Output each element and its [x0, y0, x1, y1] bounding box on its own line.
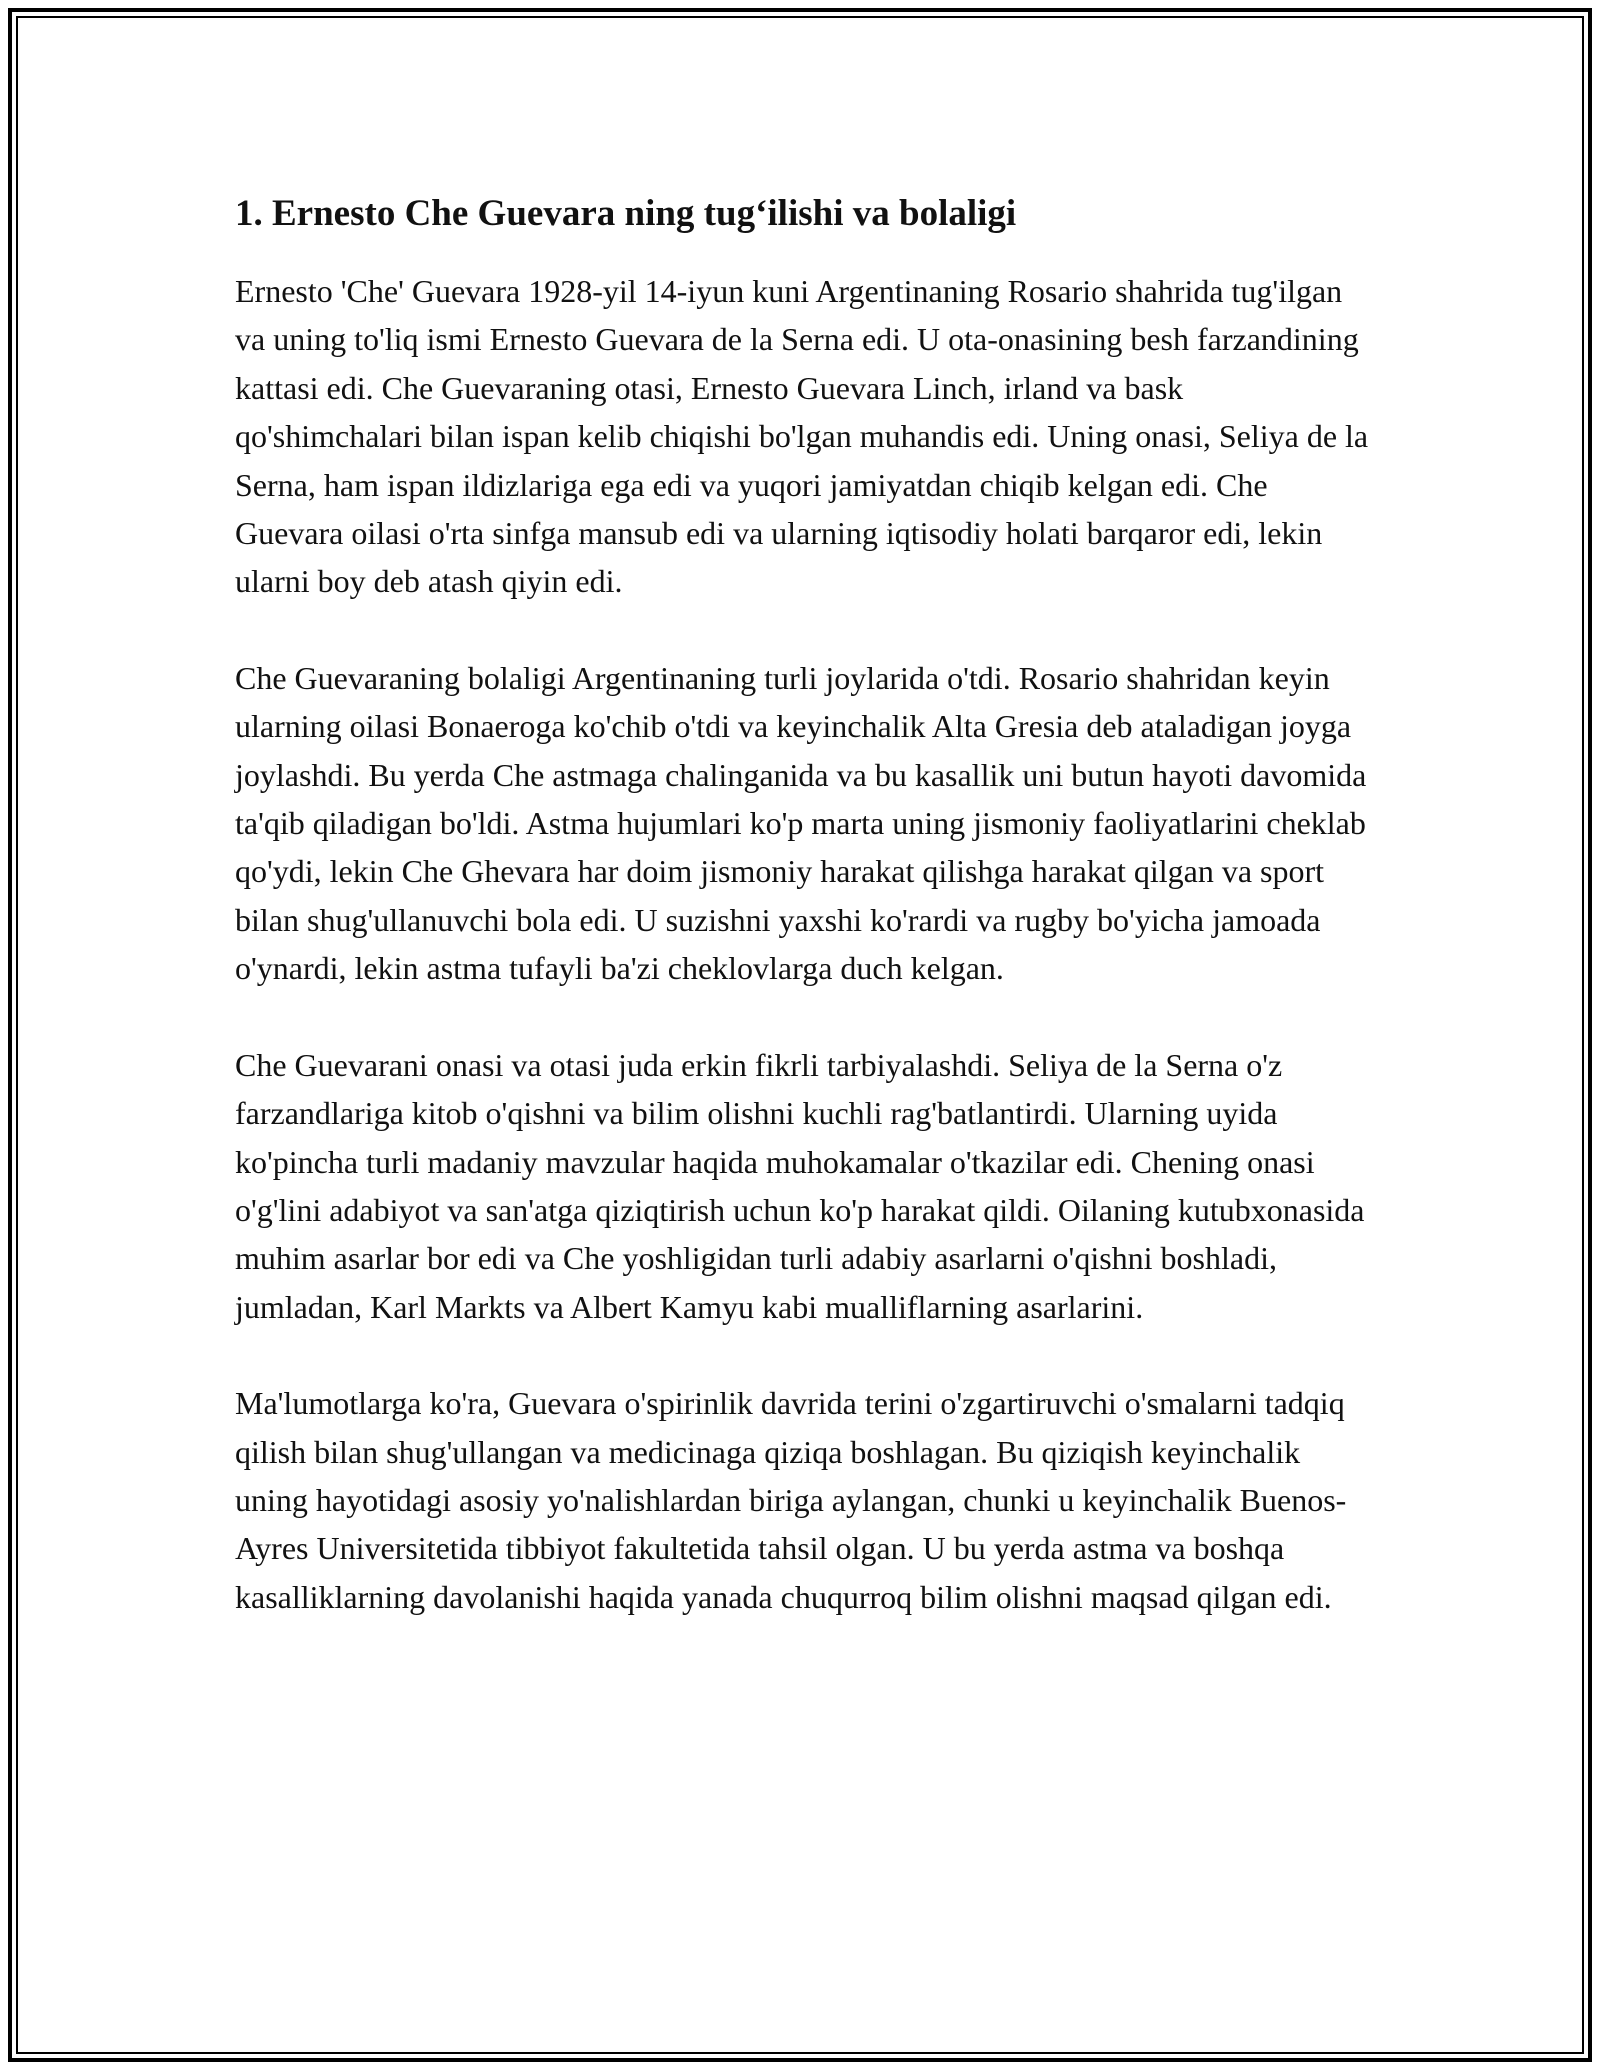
paragraph-upbringing: Che Guevarani onasi va otasi juda erkin fikrli tarbiyalashdi. Seliya de la Serna o'z farzandlariga kitob o'qishni va bilim olishni kuchli rag'batlantirdi. Ularning uyida ko'pincha turli madaniy mavzular haqida muhokamalar o'tkazilar edi. Chening onasi o'g'lini adabiyot va san'atga qiziqtirish uchun ko'p harakat qildi. Oilaning kutubxonasida muhim asarlar bor edi va Che yoshligidan turli adabiy asarlarni o'qishni boshladi, jumladan, Karl Markts va Albert Kamyu kabi mualliflarning asarlarini. [235, 1046, 1365, 1325]
section-heading: 1. Ernesto Che Guevara ning tug‘ilishi va bolaligi [235, 193, 1017, 234]
paragraph-birth: Ernesto 'Che' Guevara 1928-yil 14-iyun kuni Argentinaning Rosario shahrida tug'ilgan va uning to'liq ismi Ernesto Guevara de la Serna edi. U ota-onasining besh farzandining kattasi edi. Che Guevaraning otasi, Ernesto Guevara Linch, irland va bask qo'shimchalari bilan ispan kelib chiqishi bo'lgan muhandis edi. Uning onasi, Seliya de la Serna, ham ispan ildizlariga ega edi va yuqori jamiyatdan chiqib kelgan edi. Che Guevara oilasi o'rta sinfga mansub edi va ularning iqtisodiy holati barqaror edi, lekin ularni boy deb atash qiyin edi. [235, 273, 1369, 600]
paragraph-childhood: Che Guevaraning bolaligi Argentinaning turli joylarida o'tdi. Rosario shahridan keyin ularning oilasi Bonaeroga ko'chib o'tdi va keyinchalik Alta Gresia deb ataladigan joyga joylashdi. Bu yerda Che astmaga chalinganida va bu kasallik uni butun hayoti davomida ta'qib qiladigan bo'ldi. Astma hujumlari ko'p marta uning jismoniy faoliyatlarini cheklab qo'ydi, lekin Che Ghevara har doim jismoniy harakat qilishga harakat qilgan va sport bilan shug'ullanuvchi bola edi. U suzishni yaxshi ko'rardi va rugby bo'yicha jamoada o'ynardi, lekin astma tufayli ba'zi cheklovlarga duch kelgan. [235, 659, 1367, 987]
document-body [235, 187, 1375, 1669]
paragraph-medicine: Ma'lumotlarga ko'ra, Guevara o'spirinlik davrida terini o'zgartiruvchi o'smalarni tadqiq qilish bilan shug'ullangan va medicinaga qiziqa boshlagan. Bu qiziqish keyinchalik uning hayotidagi asosiy yo'nalishlardan biriga aylangan, chunki u keyinchalik Buenos-Ayres Universitetida tibbiyot fakultetida tahsil olgan. U bu yerda astma va boshqa kasalliklarning davolanishi haqida yanada chuqurroq bilim olishni maqsad qilgan edi. [235, 1385, 1347, 1615]
